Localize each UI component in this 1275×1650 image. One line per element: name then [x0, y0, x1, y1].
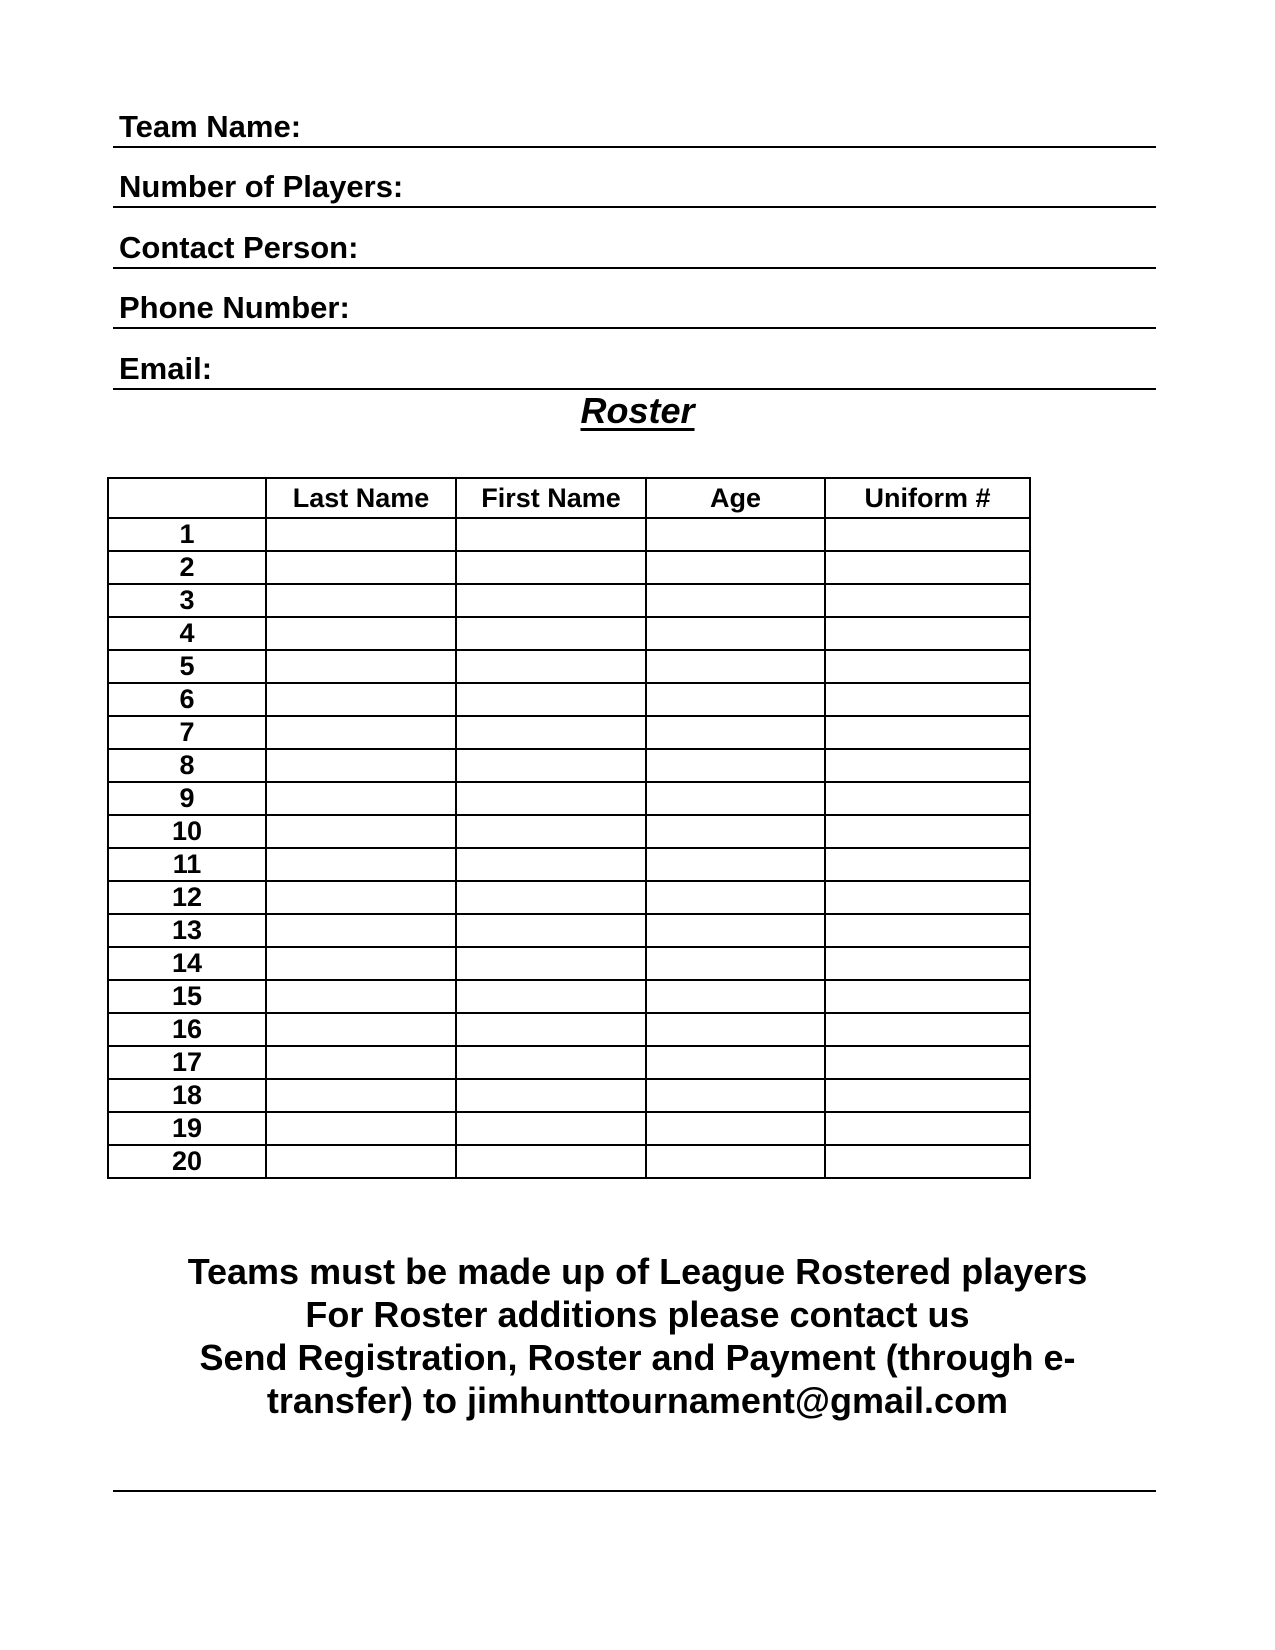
table-row	[108, 716, 1030, 749]
last-name-cell[interactable]	[266, 848, 456, 881]
first-name-cell[interactable]	[456, 518, 646, 551]
table-row	[108, 1046, 1030, 1079]
row-number: 16	[108, 1013, 266, 1046]
instructions	[0, 1250, 1275, 1422]
last-name-cell[interactable]	[266, 1112, 456, 1145]
uniform-number-cell[interactable]	[825, 650, 1030, 683]
instruction-line-4: transfer) to jimhunttournament@gmail.com	[266, 1380, 1009, 1421]
uniform-number-cell[interactable]	[825, 947, 1030, 980]
age-cell[interactable]	[646, 1145, 825, 1178]
first-name-cell[interactable]	[456, 881, 646, 914]
age-cell[interactable]	[646, 650, 825, 683]
age-cell[interactable]	[646, 881, 825, 914]
header-last-name: Last Name	[266, 478, 456, 518]
last-name-cell[interactable]	[266, 650, 456, 683]
uniform-number-cell[interactable]	[825, 1079, 1030, 1112]
uniform-number-cell[interactable]	[825, 551, 1030, 584]
email-label: Email:	[119, 351, 213, 386]
team-name-label: Team Name:	[119, 109, 302, 144]
age-cell[interactable]	[646, 716, 825, 749]
age-cell[interactable]	[646, 947, 825, 980]
first-name-cell[interactable]	[456, 1145, 646, 1178]
table-row	[108, 650, 1030, 683]
last-name-cell[interactable]	[266, 551, 456, 584]
header-age: Age	[646, 478, 825, 518]
age-cell[interactable]	[646, 584, 825, 617]
row-number: 15	[108, 980, 266, 1013]
first-name-cell[interactable]	[456, 716, 646, 749]
first-name-cell[interactable]	[456, 914, 646, 947]
uniform-number-cell[interactable]	[825, 716, 1030, 749]
row-number: 5	[108, 650, 266, 683]
last-name-cell[interactable]	[266, 947, 456, 980]
email-field[interactable]	[113, 332, 1156, 390]
number-of-players-label: Number of Players:	[119, 169, 404, 204]
row-number: 10	[108, 815, 266, 848]
first-name-cell[interactable]	[456, 815, 646, 848]
instruction-line-2: For Roster additions please contact us	[305, 1294, 970, 1335]
table-row	[108, 1013, 1030, 1046]
uniform-number-cell[interactable]	[825, 914, 1030, 947]
contact-person-blank[interactable]	[530, 227, 1156, 267]
first-name-cell[interactable]	[456, 1112, 646, 1145]
table-row	[108, 947, 1030, 980]
table-row	[108, 749, 1030, 782]
table-row	[108, 782, 1030, 815]
last-name-cell[interactable]	[266, 914, 456, 947]
table-row	[108, 848, 1030, 881]
row-number: 14	[108, 947, 266, 980]
row-number: 18	[108, 1079, 266, 1112]
table-row	[108, 518, 1030, 551]
row-number: 12	[108, 881, 266, 914]
last-name-cell[interactable]	[266, 881, 456, 914]
uniform-number-cell[interactable]	[825, 584, 1030, 617]
age-cell[interactable]	[646, 1079, 825, 1112]
row-number: 9	[108, 782, 266, 815]
uniform-number-cell[interactable]	[825, 617, 1030, 650]
age-cell[interactable]	[646, 1046, 825, 1079]
table-row	[108, 1145, 1030, 1178]
uniform-number-cell[interactable]	[825, 1112, 1030, 1145]
contact-person-field[interactable]	[113, 211, 1156, 269]
roster-header-row	[108, 478, 1030, 518]
uniform-number-cell[interactable]	[825, 815, 1030, 848]
row-number: 17	[108, 1046, 266, 1079]
first-name-cell[interactable]	[456, 848, 646, 881]
row-number: 13	[108, 914, 266, 947]
age-cell[interactable]	[646, 980, 825, 1013]
last-name-cell[interactable]	[266, 716, 456, 749]
bottom-divider	[113, 1490, 1156, 1492]
row-number: 4	[108, 617, 266, 650]
roster-table	[107, 477, 1031, 1179]
instruction-line-1: Teams must be made up of League Rostered players	[187, 1251, 1088, 1292]
last-name-cell[interactable]	[266, 815, 456, 848]
last-name-cell[interactable]	[266, 980, 456, 1013]
age-cell[interactable]	[646, 551, 825, 584]
row-number: 1	[108, 518, 266, 551]
email-blank[interactable]	[530, 348, 1156, 388]
last-name-cell[interactable]	[266, 518, 456, 551]
phone-number-field[interactable]	[113, 271, 1156, 329]
age-cell[interactable]	[646, 1013, 825, 1046]
number-of-players-blank[interactable]	[530, 166, 1156, 206]
last-name-cell[interactable]	[266, 749, 456, 782]
first-name-cell[interactable]	[456, 749, 646, 782]
first-name-cell[interactable]	[456, 1013, 646, 1046]
first-name-cell[interactable]	[456, 584, 646, 617]
age-cell[interactable]	[646, 518, 825, 551]
row-number: 8	[108, 749, 266, 782]
row-number: 6	[108, 683, 266, 716]
age-cell[interactable]	[646, 749, 825, 782]
table-row	[108, 980, 1030, 1013]
age-cell[interactable]	[646, 617, 825, 650]
header-uniform-number: Uniform #	[825, 478, 1030, 518]
first-name-cell[interactable]	[456, 1079, 646, 1112]
first-name-cell[interactable]	[456, 650, 646, 683]
table-row	[108, 584, 1030, 617]
last-name-cell[interactable]	[266, 617, 456, 650]
last-name-cell[interactable]	[266, 683, 456, 716]
uniform-number-cell[interactable]	[825, 683, 1030, 716]
number-of-players-field[interactable]	[113, 150, 1156, 208]
age-cell[interactable]	[646, 848, 825, 881]
row-number: 2	[108, 551, 266, 584]
table-row	[108, 1112, 1030, 1145]
table-row	[108, 815, 1030, 848]
last-name-cell[interactable]	[266, 1013, 456, 1046]
table-row	[108, 683, 1030, 716]
last-name-cell[interactable]	[266, 782, 456, 815]
age-cell[interactable]	[646, 683, 825, 716]
phone-number-blank[interactable]	[530, 287, 1156, 327]
last-name-cell[interactable]	[266, 1145, 456, 1178]
age-cell[interactable]	[646, 914, 825, 947]
age-cell[interactable]	[646, 815, 825, 848]
uniform-number-cell[interactable]	[825, 980, 1030, 1013]
uniform-number-cell[interactable]	[825, 749, 1030, 782]
uniform-number-cell[interactable]	[825, 518, 1030, 551]
roster-title: Roster	[580, 390, 695, 431]
row-number: 3	[108, 584, 266, 617]
row-number: 20	[108, 1145, 266, 1178]
last-name-cell[interactable]	[266, 1046, 456, 1079]
instruction-line-3: Send Registration, Roster and Payment (through e-	[199, 1337, 1076, 1378]
age-cell[interactable]	[646, 1112, 825, 1145]
first-name-cell[interactable]	[456, 782, 646, 815]
last-name-cell[interactable]	[266, 1079, 456, 1112]
header-row-number	[108, 478, 266, 518]
uniform-number-cell[interactable]	[825, 782, 1030, 815]
team-name-field[interactable]	[113, 90, 1156, 148]
row-number: 19	[108, 1112, 266, 1145]
uniform-number-cell[interactable]	[825, 1013, 1030, 1046]
first-name-cell[interactable]	[456, 683, 646, 716]
uniform-number-cell[interactable]	[825, 881, 1030, 914]
uniform-number-cell[interactable]	[825, 1145, 1030, 1178]
table-row	[108, 617, 1030, 650]
first-name-cell[interactable]	[456, 617, 646, 650]
table-row	[108, 551, 1030, 584]
first-name-cell[interactable]	[456, 947, 646, 980]
table-row	[108, 914, 1030, 947]
phone-number-label: Phone Number:	[119, 290, 350, 325]
age-cell[interactable]	[646, 782, 825, 815]
uniform-number-cell[interactable]	[825, 1046, 1030, 1079]
row-number: 11	[108, 848, 266, 881]
header-first-name: First Name	[456, 478, 646, 518]
table-row	[108, 1079, 1030, 1112]
first-name-cell[interactable]	[456, 980, 646, 1013]
team-name-blank[interactable]	[530, 106, 1156, 146]
table-row	[108, 881, 1030, 914]
last-name-cell[interactable]	[266, 584, 456, 617]
uniform-number-cell[interactable]	[825, 848, 1030, 881]
first-name-cell[interactable]	[456, 1046, 646, 1079]
row-number: 7	[108, 716, 266, 749]
first-name-cell[interactable]	[456, 551, 646, 584]
contact-person-label: Contact Person:	[119, 230, 359, 265]
